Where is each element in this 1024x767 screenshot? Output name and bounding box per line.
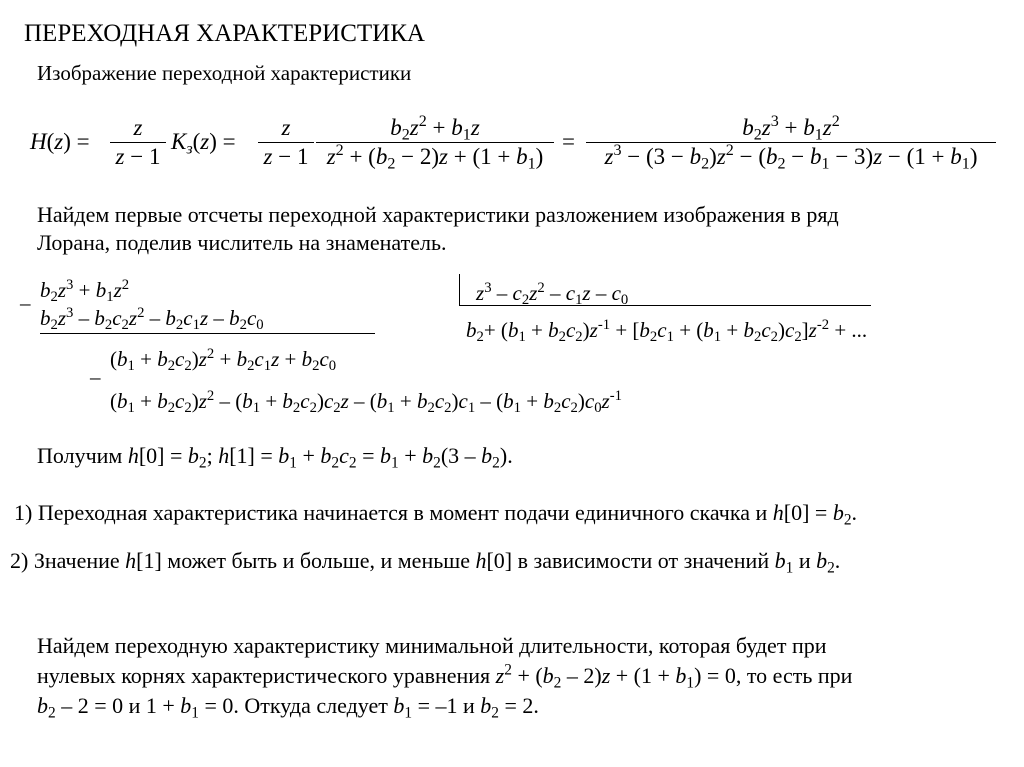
division-row-4: $(b_1 + b_2c_2)z^2 - (b_1 + b_2c_2)c_2z - (b_1 + b_2c_2)c_1 - (b_1 + b_2c_2)c_0z^{-1}$ [110,387,622,417]
slide-title: ПЕРЕХОДНАЯ ХАРАКТЕРИСТИКА [24,20,425,47]
division-row-1: $b_2z^3 + b_1z^2$ [40,276,130,306]
para1-line2: Лорана, поделив числитель на знаменатель. [37,230,447,255]
division-divisor: $z^3 - c_2z^2 - c_1z - c_0$ [476,279,629,309]
fraction-2: $\frac{z}{z - 1}$ [258,114,314,171]
division-minus-2: – [90,365,101,389]
result-line: Получим $h[0] = b_2$; $h[1] = b_1 + b_2c_2 = b_1 + b_2(3 - b_2)$. [37,443,513,472]
point-1: 1) Переходная характеристика начинается в момент подачи единичного скачка и $h[0] = b_2$. [14,500,858,529]
division-rule-1 [40,333,375,334]
para2-line1: Найдем переходную характеристику минимальной длительности, которая будет при [37,633,827,658]
division-minus-1: – [20,291,31,315]
formula-k: $K_з(z)$ = [171,129,236,158]
division-bracket [459,274,460,305]
division-row-2: $b_2z^3 - b_2c_2z^2 - b_2c_1z - b_2c_0$ [40,304,264,334]
fraction-4: $\frac{b_2z^3 + b_1z^2}{z^3 - (3 - b_2)z^2 - (b_2 - b_1 - 3)z - (1 + b_1)}$ [586,114,996,171]
para1-line1: Найдем первые отсчеты переходной характеристики разложением изображения в ряд [37,202,839,227]
division-rule-2 [459,305,871,306]
point-2: 2) Значение h[1] может быть и больше, и меньше h[0] в зависимости от значений $b_1$ и $b_2$. [10,548,841,577]
para2-line2: нулевых корнях характеристического уравнения $z^2 + (b_2 - 2)z + (1 + b_1) = 0$, то есть при [37,661,853,692]
para2-line3: $b_2 - 2 = 0$ и $1 + b_1 = 0$. Откуда следует $b_1 = -1$ и $b_2 = 2$. [37,693,539,722]
fraction-1: $\frac{z}{z - 1}$ [110,114,166,171]
formula-equals: = [562,129,575,154]
division-quotient: $b_2+ (b_1 + b_2c_2)z^{-1} + [b_2c_1 + (b_1 + b_2c_2)c_2]z^{-2}$ + ... [466,316,868,346]
division-row-3: $(b_1 + b_2c_2)z^2 + b_2c_1z + b_2c_0$ [110,345,337,375]
subtitle: Изображение переходной характеристики [37,61,412,85]
fraction-3: $\frac{b_2z^2 + b_1z}{z^2 + (b_2 - 2)z + (1 + b_1)}$ [316,114,554,171]
formula-lhs: H(z) = [30,129,90,154]
